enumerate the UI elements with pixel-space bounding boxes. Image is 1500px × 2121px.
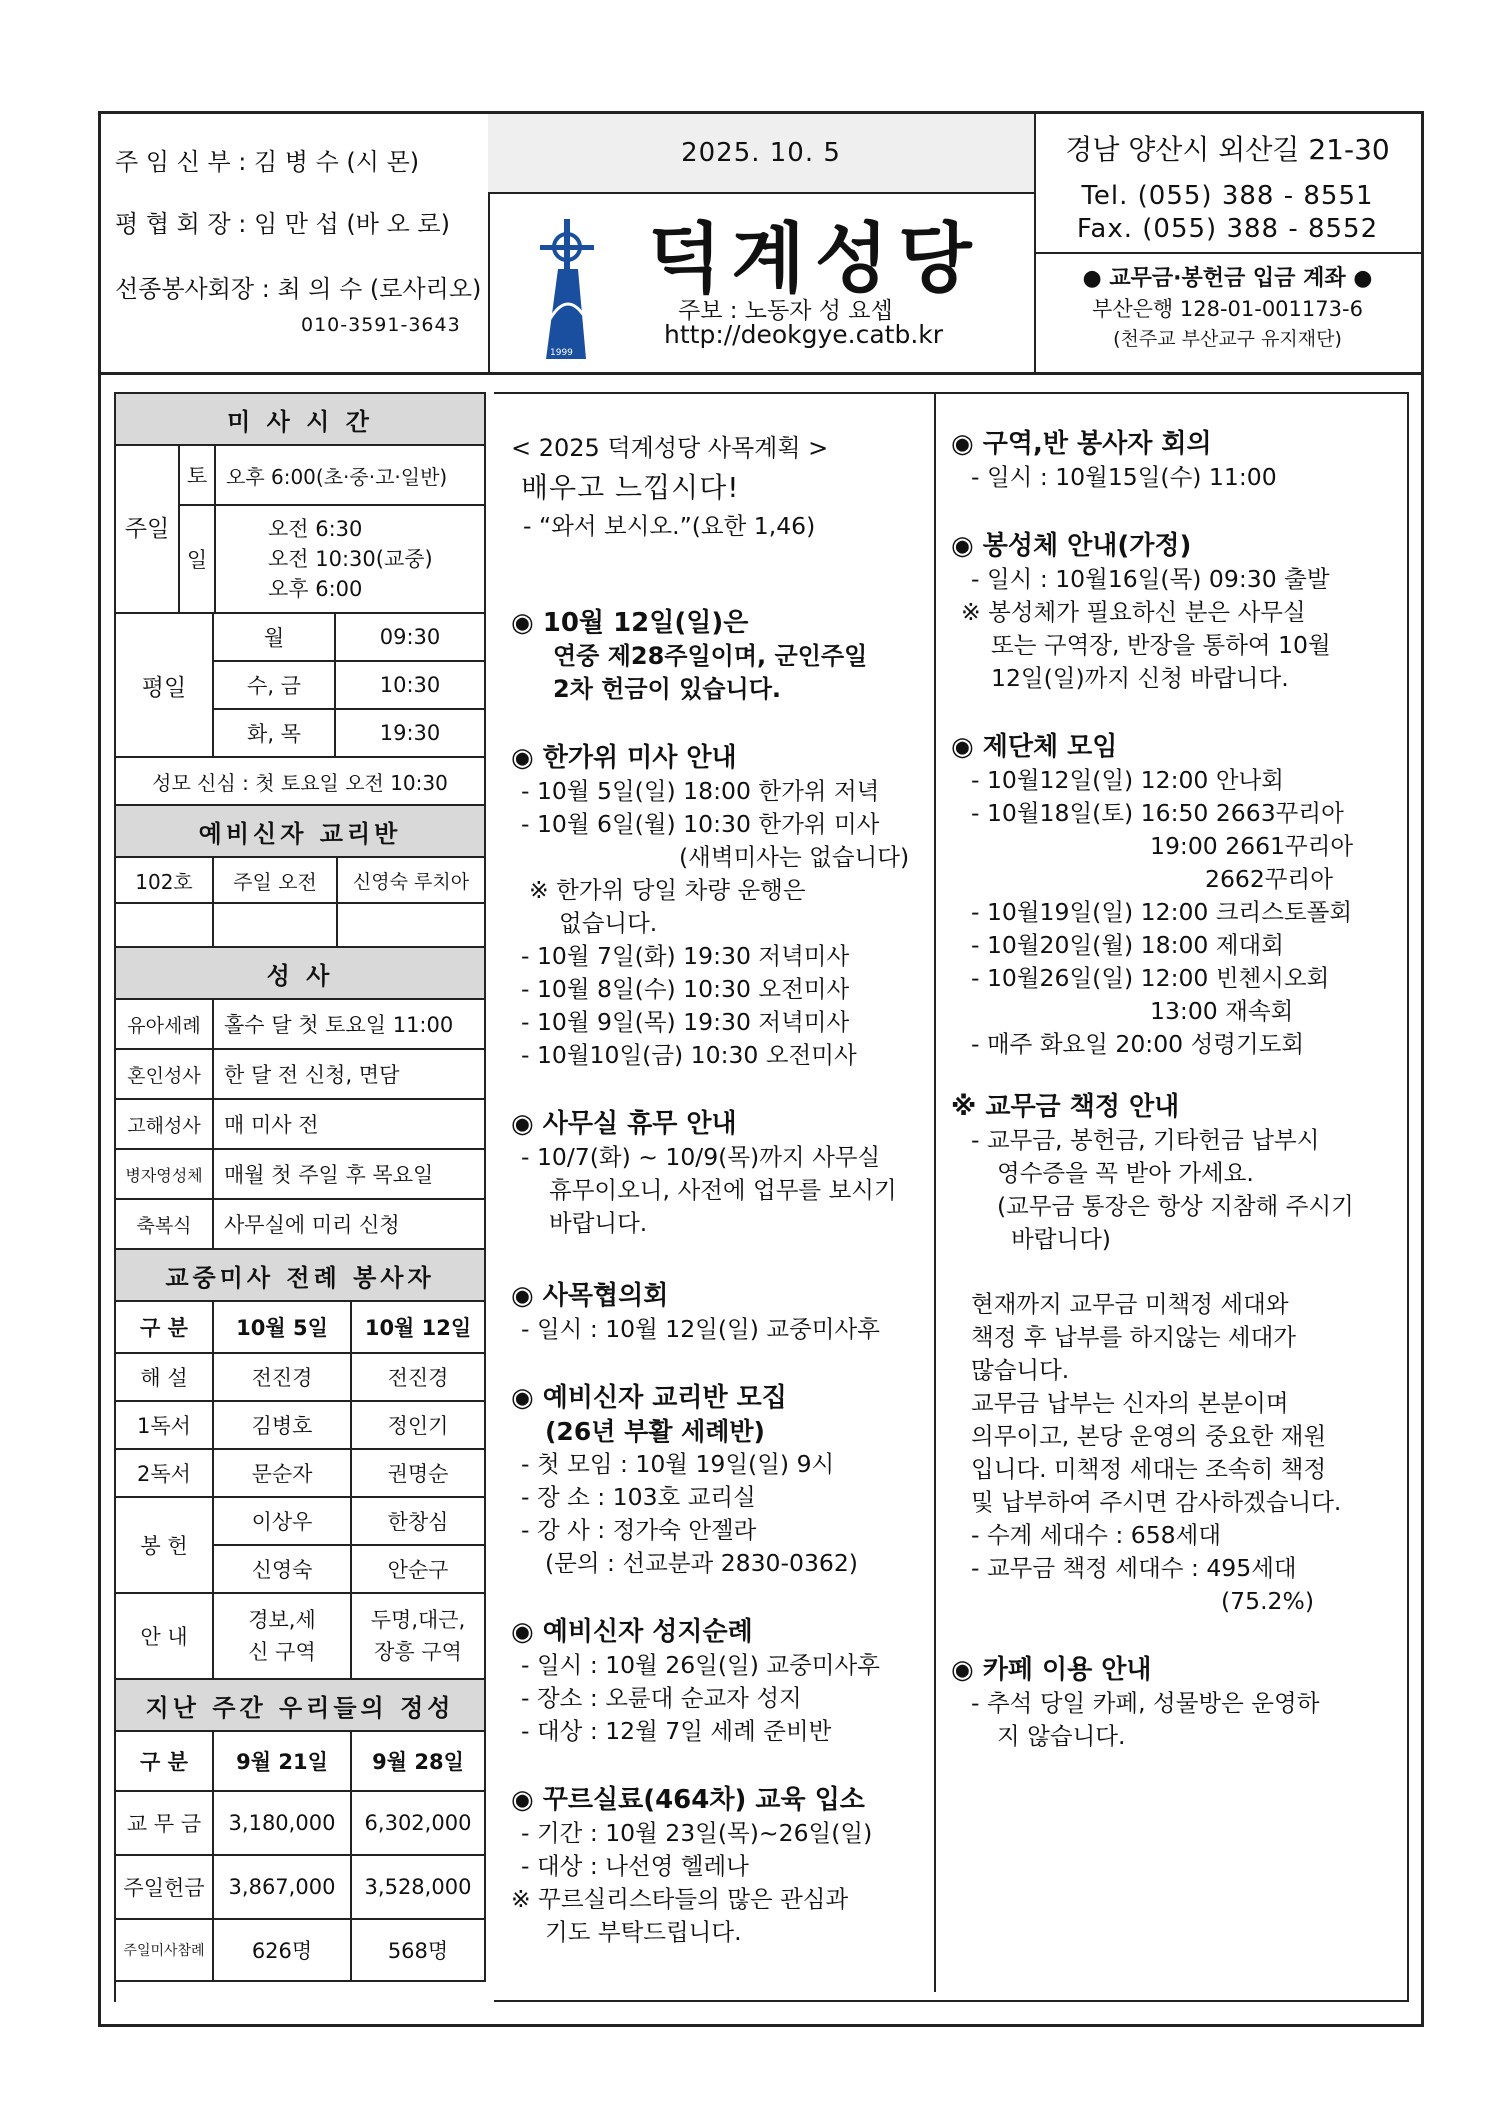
offering-label: 교 무 금 bbox=[115, 1791, 213, 1855]
notice-line: 휴무이오니, 사전에 업무를 보시기 bbox=[549, 1176, 897, 1204]
sacrament-desc: 홀수 달 첫 토요일 11:00 bbox=[213, 999, 485, 1049]
account-owner: (천주교 부산교구 유지재단) bbox=[1113, 328, 1342, 350]
notice-paragraph bbox=[971, 1288, 1411, 1519]
middle-notices bbox=[511, 432, 931, 1949]
notice-title: ◉ 봉성체 안내(가정) bbox=[951, 531, 1192, 561]
sunday-times bbox=[215, 505, 485, 613]
notice-line: 2662꾸리아 bbox=[1205, 865, 1333, 893]
notice-line: - 10월18일(토) 16:50 2663꾸리아 bbox=[971, 799, 1344, 827]
notice-line: - 강 사 : 정가숙 안젤라 bbox=[521, 1516, 757, 1544]
role-label: 1독서 bbox=[115, 1401, 213, 1449]
church-cross-logo-icon bbox=[528, 209, 608, 359]
church-url[interactable]: http://deokgye.catb.kr bbox=[664, 320, 944, 349]
pastor-label: 주 임 신 부 : bbox=[115, 148, 247, 176]
notice-line: - 10월19일(일) 12:00 크리스토폴회 bbox=[971, 898, 1353, 926]
weekday-day: 수, 금 bbox=[213, 661, 335, 709]
notice-title: ◉ 구역,반 봉사자 회의 bbox=[951, 429, 1212, 459]
role-person: 전진경 bbox=[351, 1353, 485, 1401]
notice-line: - 기간 : 10월 23일(목)~26일(일) bbox=[521, 1819, 873, 1847]
sacrament-name: 병자영성체 bbox=[115, 1149, 213, 1199]
offering-label: 주일헌금 bbox=[115, 1855, 213, 1919]
sunday-time: 오전 6:30 bbox=[268, 517, 363, 541]
role-person: 권명순 bbox=[351, 1449, 485, 1497]
liturgy-col-head: 구 분 bbox=[115, 1301, 213, 1353]
patron-saint: 주보 : 노동자 성 요셉 bbox=[678, 298, 893, 324]
liturgy-date2: 10월 12일 bbox=[351, 1301, 485, 1353]
account-title: ● 교무금·봉헌금 입금 계좌 ● bbox=[1082, 266, 1373, 291]
sacrament-name: 고해성사 bbox=[115, 1099, 213, 1149]
notice-line: 영수증을 꼭 받아 가세요. bbox=[997, 1159, 1254, 1187]
church-address: 경남 양산시 외산길 21-30 bbox=[1065, 133, 1390, 166]
notice-title: ◉ 제단체 모임 bbox=[951, 732, 1118, 762]
sunday-label: 주일 bbox=[115, 445, 179, 613]
notice-line: 13:00 재속회 bbox=[1150, 997, 1294, 1025]
notice-line: (새벽미사는 없습니다) bbox=[679, 843, 910, 871]
notice-line: 바랍니다) bbox=[1011, 1225, 1111, 1253]
notice-title: ◉ 10월 12일(일)은 bbox=[511, 608, 749, 638]
catechism-teacher: 신영숙 루치아 bbox=[337, 857, 485, 903]
offerings-table bbox=[114, 1678, 486, 1982]
catechism-room: 102호 bbox=[115, 857, 213, 903]
weekday-time: 19:30 bbox=[335, 709, 485, 757]
notice-line: - 대상 : 12월 7일 세례 준비반 bbox=[521, 1717, 832, 1745]
tel-number: Tel. (055) 388 - 8551 bbox=[1081, 181, 1374, 211]
notice-line: - 장소 : 오륜대 순교자 성지 bbox=[521, 1684, 802, 1712]
notice-line: ※ 꾸르실리스타들의 많은 관심과 bbox=[511, 1885, 849, 1913]
notice-line: 연중 제28주일이며, 군인주일 bbox=[553, 642, 868, 670]
sunday-time: 오후 6:00 bbox=[268, 577, 363, 601]
paragraph-line: 교무금 납부는 신자의 본분이며 bbox=[971, 1389, 1289, 1417]
notice-line: - 수계 세대수 : 658세대 bbox=[971, 1521, 1222, 1549]
sunday-time: 오전 10:30(교중) bbox=[268, 547, 433, 571]
notice-line: 또는 구역장, 반장을 통하여 10월 bbox=[991, 631, 1331, 659]
notice-title: ◉ 한가위 미사 안내 bbox=[511, 743, 737, 773]
left-frame-line bbox=[114, 392, 116, 2002]
weekday-time: 10:30 bbox=[335, 661, 485, 709]
offerings-col-head: 구 분 bbox=[115, 1731, 213, 1791]
sacrament-desc: 사무실에 미리 신청 bbox=[213, 1199, 485, 1249]
notice-line: - 10월26일(일) 12:00 빈첸시오회 bbox=[971, 964, 1330, 992]
council-row bbox=[115, 204, 450, 239]
pastor-row bbox=[115, 142, 419, 177]
role-person: 문순자 bbox=[213, 1449, 351, 1497]
account-box bbox=[1034, 252, 1421, 372]
notice-line: 2차 헌금이 있습니다. bbox=[553, 675, 781, 703]
evang-name: 최 의 수 (로사리오) bbox=[277, 275, 482, 303]
notice-line: 기도 부탁드립니다. bbox=[545, 1918, 742, 1946]
column-divider bbox=[934, 392, 936, 1992]
notice-title: ◉ 꾸르실료(464차) 교육 입소 bbox=[511, 1785, 865, 1815]
notice-subtitle: (26년 부활 세례반) bbox=[545, 1417, 765, 1446]
paragraph-line: 의무이고, 본당 운영의 중요한 재원 bbox=[971, 1422, 1327, 1450]
notice-line: - 일시 : 10월 12일(일) 교중미사후 bbox=[521, 1315, 880, 1343]
notice-title: ◉ 예비신자 성지순례 bbox=[511, 1617, 753, 1647]
notice-line: - 교무금 책정 세대수 : 495세대 bbox=[971, 1554, 1297, 1582]
sacrament-name: 혼인성사 bbox=[115, 1049, 213, 1099]
offering-amount: 568명 bbox=[351, 1919, 485, 1981]
notice-title: ※ 교무금 책정 안내 bbox=[951, 1092, 1180, 1122]
paragraph-line: 책정 후 납부를 하지않는 세대가 bbox=[971, 1323, 1296, 1351]
notice-title: ◉ 카페 이용 안내 bbox=[951, 1655, 1152, 1685]
sacraments-heading: 성 사 bbox=[115, 947, 485, 999]
paragraph-line: 입니다. 미책정 세대는 조속히 책정 bbox=[971, 1455, 1327, 1483]
notice-line: - 10/7(화) ~ 10/9(목)까지 사무실 bbox=[521, 1143, 881, 1171]
sacraments-table bbox=[114, 946, 486, 1250]
bulletin-date: 2025. 10. 5 bbox=[488, 114, 1034, 194]
paragraph-line: 및 납부하여 주시면 감사하겠습니다. bbox=[971, 1488, 1342, 1516]
liturgy-table bbox=[114, 1248, 486, 1680]
notice-line: - 10월20일(월) 18:00 제대회 bbox=[971, 931, 1284, 959]
paragraph-line: 현재까지 교무금 미책정 세대와 bbox=[971, 1290, 1289, 1318]
contact-box bbox=[1034, 114, 1421, 372]
role-person: 한창심 bbox=[351, 1497, 485, 1545]
sacrament-desc: 매 미사 전 bbox=[213, 1099, 485, 1149]
role-label: 해 설 bbox=[115, 1353, 213, 1401]
notice-line: - 10월12일(일) 12:00 안나회 bbox=[971, 766, 1284, 794]
offering-amount: 3,867,000 bbox=[213, 1855, 351, 1919]
weekday-time: 09:30 bbox=[335, 613, 485, 661]
sacrament-desc: 매월 첫 주일 후 목요일 bbox=[213, 1149, 485, 1199]
info-tables bbox=[114, 392, 486, 1982]
catechism-time: 주일 오전 bbox=[213, 857, 337, 903]
role-person: 김병호 bbox=[213, 1401, 351, 1449]
evang-label: 선종봉사회장 : bbox=[115, 275, 270, 303]
weekday-day: 화, 목 bbox=[213, 709, 335, 757]
notice-line: - 10월 8일(수) 10:30 오전미사 bbox=[521, 975, 850, 1003]
phone-fax bbox=[1034, 180, 1421, 246]
role-label: 안 내 bbox=[115, 1593, 213, 1679]
liturgy-heading: 교중미사 전례 봉사자 bbox=[115, 1249, 485, 1301]
notice-line: - 일시 : 10월16일(목) 09:30 출발 bbox=[971, 565, 1330, 593]
holy-mother-devotion: 성모 신심 : 첫 토요일 오전 10:30 bbox=[115, 757, 485, 805]
notice-line: - 10월 9일(목) 19:30 저녁미사 bbox=[521, 1008, 850, 1036]
sacrament-name: 유아세례 bbox=[115, 999, 213, 1049]
saturday-time: 오후 6:00(초·중·고·일반) bbox=[215, 445, 485, 505]
notice-line: 지 않습니다. bbox=[997, 1722, 1126, 1750]
role-person: 정인기 bbox=[351, 1401, 485, 1449]
notice-line: (75.2%) bbox=[1221, 1587, 1314, 1615]
catechism-table bbox=[114, 804, 486, 948]
liturgy-date1: 10월 5일 bbox=[213, 1301, 351, 1353]
role-label: 봉 헌 bbox=[115, 1497, 213, 1593]
notice-line: - 첫 모임 : 10월 19일(일) 9시 bbox=[521, 1450, 835, 1478]
right-notices bbox=[951, 404, 1411, 1753]
offerings-heading: 지난 주간 우리들의 정성 bbox=[115, 1679, 485, 1731]
fax-number: Fax. (055) 388 - 8552 bbox=[1076, 214, 1379, 244]
notice-line: - 추석 당일 카페, 성물방은 운영하 bbox=[971, 1689, 1320, 1717]
mass-times-heading: 미 사 시 간 bbox=[115, 393, 485, 445]
pastor-name: 김 병 수 (시 몬) bbox=[253, 148, 420, 176]
logo-year: 1999 bbox=[550, 348, 573, 358]
offering-amount: 3,528,000 bbox=[351, 1855, 485, 1919]
offerings-date2: 9월 28일 bbox=[351, 1731, 485, 1791]
sacrament-desc: 한 달 전 신청, 면담 bbox=[213, 1049, 485, 1099]
offering-amount: 626명 bbox=[213, 1919, 351, 1981]
notice-line: - 매주 화요일 20:00 성령기도회 bbox=[971, 1030, 1305, 1058]
church-title: 덕계성당 bbox=[648, 214, 982, 303]
catechism-heading: 예비신자 교리반 bbox=[115, 805, 485, 857]
role-person: 전진경 bbox=[213, 1353, 351, 1401]
plan-title: < 2025 덕계성당 사목계획 > bbox=[511, 434, 829, 462]
role-person: 이상우 bbox=[213, 1497, 351, 1545]
notice-line: - 대상 : 나선영 헬레나 bbox=[521, 1852, 749, 1880]
council-label: 평 협 회 장 : bbox=[115, 210, 247, 238]
notice-line: 19:00 2661꾸리아 bbox=[1150, 832, 1354, 860]
offering-amount: 6,302,000 bbox=[351, 1791, 485, 1855]
bulletin-page bbox=[98, 111, 1424, 2027]
notice-line: - 10월 6일(월) 10:30 한가위 미사 bbox=[521, 810, 880, 838]
weekday-table bbox=[114, 612, 486, 806]
role-label: 2독서 bbox=[115, 1449, 213, 1497]
evang-row bbox=[115, 269, 481, 304]
notice-title: ◉ 예비신자 교리반 모집 bbox=[511, 1383, 787, 1413]
sun-label: 일 bbox=[179, 505, 215, 613]
notice-line: 없습니다. bbox=[559, 909, 658, 937]
mass-times-table bbox=[114, 392, 486, 614]
role-person: 두명,대근, 장흥 구역 bbox=[351, 1593, 485, 1679]
notice-line: - 10월 5일(일) 18:00 한가위 저녁 bbox=[521, 777, 880, 805]
notice-line: - 일시 : 10월 26일(일) 교중미사후 bbox=[521, 1651, 880, 1679]
weekday-day: 월 bbox=[213, 613, 335, 661]
bulletin-header bbox=[101, 114, 1421, 375]
offering-amount: 3,180,000 bbox=[213, 1791, 351, 1855]
evang-phone: 010-3591-3643 bbox=[301, 314, 461, 336]
notice-line: ※ 봉성체가 필요하신 분은 사무실 bbox=[961, 598, 1306, 626]
plan-verse: - “와서 보시오.”(요한 1,46) bbox=[523, 512, 816, 540]
paragraph-line: 많습니다. bbox=[971, 1356, 1070, 1384]
notice-title: ◉ 사목협의회 bbox=[511, 1281, 669, 1311]
staff-box bbox=[101, 114, 490, 372]
notice-line: 바랍니다. bbox=[549, 1209, 648, 1237]
saturday-label: 토 bbox=[179, 445, 215, 505]
offering-label: 주일미사참례 bbox=[115, 1919, 213, 1981]
notice-line: - 10월 7일(화) 19:30 저녁미사 bbox=[521, 942, 850, 970]
notice-line: (문의 : 선교분과 2830-0362) bbox=[545, 1549, 858, 1577]
weekday-label: 평일 bbox=[115, 613, 213, 757]
notice-line: - 교무금, 봉헌금, 기타헌금 납부시 bbox=[971, 1126, 1320, 1154]
title-box bbox=[488, 114, 1036, 372]
notice-line: - 10월10일(금) 10:30 오전미사 bbox=[521, 1041, 857, 1069]
notice-line: (교무금 통장은 항상 지참해 주시기 bbox=[997, 1192, 1354, 1220]
notice-line: ※ 한가위 당일 차량 운행은 bbox=[529, 876, 806, 904]
role-person: 신영숙 bbox=[213, 1545, 351, 1593]
notice-title: ◉ 사무실 휴무 안내 bbox=[511, 1109, 737, 1139]
notice-line: 12일(일)까지 신청 바랍니다. bbox=[991, 664, 1289, 692]
role-person: 안순구 bbox=[351, 1545, 485, 1593]
role-person: 경보,세신 구역 bbox=[213, 1593, 351, 1679]
notice-line: - 일시 : 10월15일(수) 11:00 bbox=[971, 463, 1277, 491]
notice-line: - 장 소 : 103호 교리실 bbox=[521, 1483, 756, 1511]
sacrament-name: 축복식 bbox=[115, 1199, 213, 1249]
plan-motto: 배우고 느낍시다! bbox=[521, 471, 740, 504]
account-bank: 부산은행 128-01-001173-6 bbox=[1092, 297, 1363, 321]
offerings-date1: 9월 21일 bbox=[213, 1731, 351, 1791]
council-name: 임 만 섭 (바 오 로) bbox=[253, 210, 450, 238]
